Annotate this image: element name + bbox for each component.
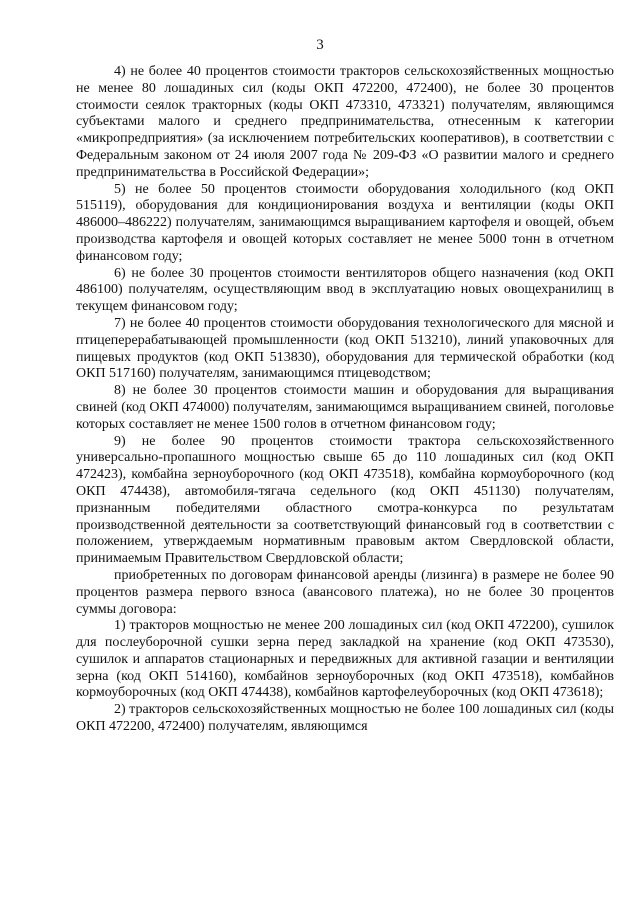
- paragraph-item-9: 9) не более 90 процентов стоимости трактора сельскохозяйственного универсально-пропашного мощностью свыше 65 до 110 лошадиных сил (код ОКП 472423), комбайна зерноуборочного (код ОКП 473518), комбайна кормоуборочного (код ОКП 474438), автомобиля-тягача седельного (код ОКП 451130) получателям, признанным победителями областного смотра-конкурса по результатам производственной деятельности за соответствующий финансовый год в соответствии с положением, утверждаемым нормативным правовым актом Свердловской области, принимаемым Правительством Свердловской области;: [76, 433, 614, 567]
- paragraph-leasing-item-2: 2) тракторов сельскохозяйственных мощностью не более 100 лошадиных сил (коды ОКП 472200, 472400) получателям, являющимся: [76, 702, 614, 735]
- document-body: [76, 64, 614, 736]
- paragraph-item-4: 4) не более 40 процентов стоимости тракторов сельскохозяйственных мощностью не менее 80 лошадиных сил (коды ОКП 472200, 472400), не более 30 процентов стоимости сеялок тракторных (коды ОКП 473310, 473321) получателям, являющимся субъектами малого и среднего предпринимательства, отнесенным к категории «микропредприятия» (за исключением потребительских кооперативов), в соответствии с Федеральным законом от 24 июля 2007 года № 209-ФЗ «О развитии малого и среднего предпринимательства в Российской Федерации»;: [76, 64, 614, 180]
- page-number: 3: [316, 37, 324, 53]
- paragraph-leasing-item-1: 1) тракторов мощностью не менее 200 лошадиных сил (код ОКП 472200), сушилок для послеуборочной сушки зерна перед закладкой на хранение (код ОКП 473530), сушилок и аппаратов стационарных и передвижных для активной газации и вентиляции зерна (код ОКП 514160), комбайнов зерноуборочных (код ОКП 473518), комбайнов кормоуборочных (код ОКП 474438), комбайнов картофелеуборочных (код ОКП 473618);: [76, 618, 614, 701]
- paragraph-item-5: 5) не более 50 процентов стоимости оборудования холодильного (код ОКП 515119), оборудования для кондиционирования воздуха и вентиляции (коды ОКП 486000–486222) получателям, занимающимся выращиванием картофеля и овощей, объем производства картофеля и овощей которых составляет не менее 5000 тонн в отчетном финансовом году;: [76, 181, 614, 264]
- paragraph-item-6: 6) не более 30 процентов стоимости вентиляторов общего назначения (код ОКП 486100) получателям, осуществляющим ввод в эксплуатацию новых овощехранилищ в текущем финансовом году;: [76, 265, 614, 315]
- paragraph-item-8: 8) не более 30 процентов стоимости машин и оборудования для выращивания свиней (код ОКП 474000) получателям, занимающимся выращиванием свиней, поголовье которых составляет не менее 1500 голов в отчетном финансовом году;: [76, 383, 614, 432]
- paragraph-leasing-intro: приобретенных по договорам финансовой аренды (лизинга) в размере не более 90 процентов размера первого взноса (авансового платежа), но не более 30 процентов суммы договора:: [76, 567, 614, 617]
- paragraph-item-7: 7) не более 40 процентов стоимости оборудования технологического для мясной и птицеперерабатывающей промышленности (код ОКП 513210), линий упаковочных для пищевых продуктов (код ОКП 513830), оборудования для термической обработки (код ОКП 517160) получателям, занимающимся птицеводством;: [76, 315, 614, 382]
